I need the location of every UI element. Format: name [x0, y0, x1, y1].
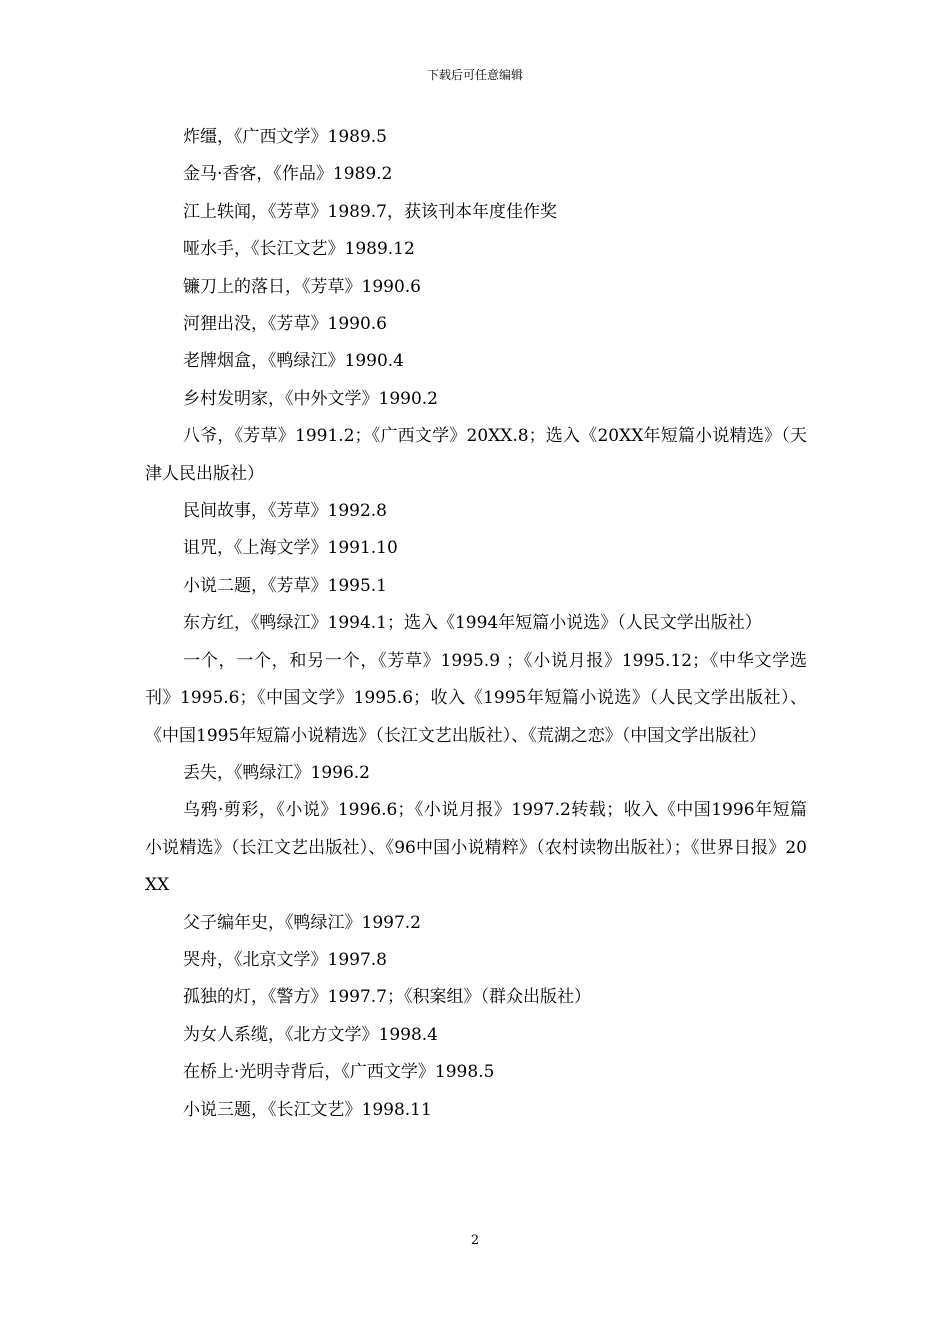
list-item: 民间故事，《芳草》1992.8	[183, 501, 387, 522]
list-item: 小说三题，《长江文艺》1998.11	[183, 1099, 432, 1120]
list-item: 哭舟，《北京文学》1997.8	[183, 949, 387, 970]
list-item: 江上轶闻，《芳草》1989.7，获该刊本年度佳作奖	[183, 201, 557, 222]
bibliography-list	[145, 119, 807, 1129]
list-item: 丢失，《鸭绿江》1996.2	[183, 762, 370, 783]
list-item: 炸缰，《广西文学》1989.5	[183, 127, 387, 147]
list-item: 东方红，《鸭绿江》1994.1；选入《1994年短篇小说选》（人民文学出版社）	[183, 613, 762, 634]
list-item: 为女人系缆，《北方文学》1998.4	[183, 1024, 438, 1045]
list-item: 乡村发明家，《中外文学》1990.2	[183, 388, 438, 409]
list-item: 河狸出没，《芳草》1990.6	[183, 314, 387, 335]
list-item: 在桥上·光明寺背后，《广西文学》1998.5	[183, 1062, 495, 1083]
list-item: 小说二题，《芳草》1995.1	[183, 575, 387, 596]
page-header: 下载后可任意编辑	[426, 68, 523, 82]
list-item: 镰刀上的落日，《芳草》1990.6	[183, 276, 421, 297]
list-item: 一个，一个，和另一个，《芳草》1995.9 ；《小说月报》1995.12；《中华文学选刊》1995.6；《中国文学》1995.6；收入《1995年短篇小说选》（人民文学出版社）、《中国1995年短篇小说精选》（长江文艺出版社）、《荒湖之恋》（中国文学出版社）	[145, 650, 807, 746]
list-item: 哑水手，《长江文艺》1989.12	[183, 239, 415, 260]
list-item: 八爷，《芳草》1991.2；《广西文学》20XX.8；选入《20XX年短篇小说精选》（天津人民出版社）	[145, 426, 807, 484]
list-item: 老牌烟盒，《鸭绿江》1990.4	[183, 351, 404, 372]
list-item: 乌鸦·剪彩，《小说》1996.6；《小说月报》1997.2转载；收入《中国1996年短篇小说精选》（长江文艺出版社）、《96中国小说精粹》（农村读物出版社）；《世界日报》20XX	[145, 800, 807, 896]
list-item: 金马·香客，《作品》1989.2	[183, 164, 393, 185]
list-item: 孤独的灯，《警方》1997.7；《积案组》（群众出版社）	[183, 987, 591, 1008]
list-item: 父子编年史，《鸭绿江》1997.2	[183, 912, 421, 933]
list-item: 诅咒，《上海文学》1991.10	[183, 538, 398, 559]
page-number: 2	[470, 1233, 480, 1248]
